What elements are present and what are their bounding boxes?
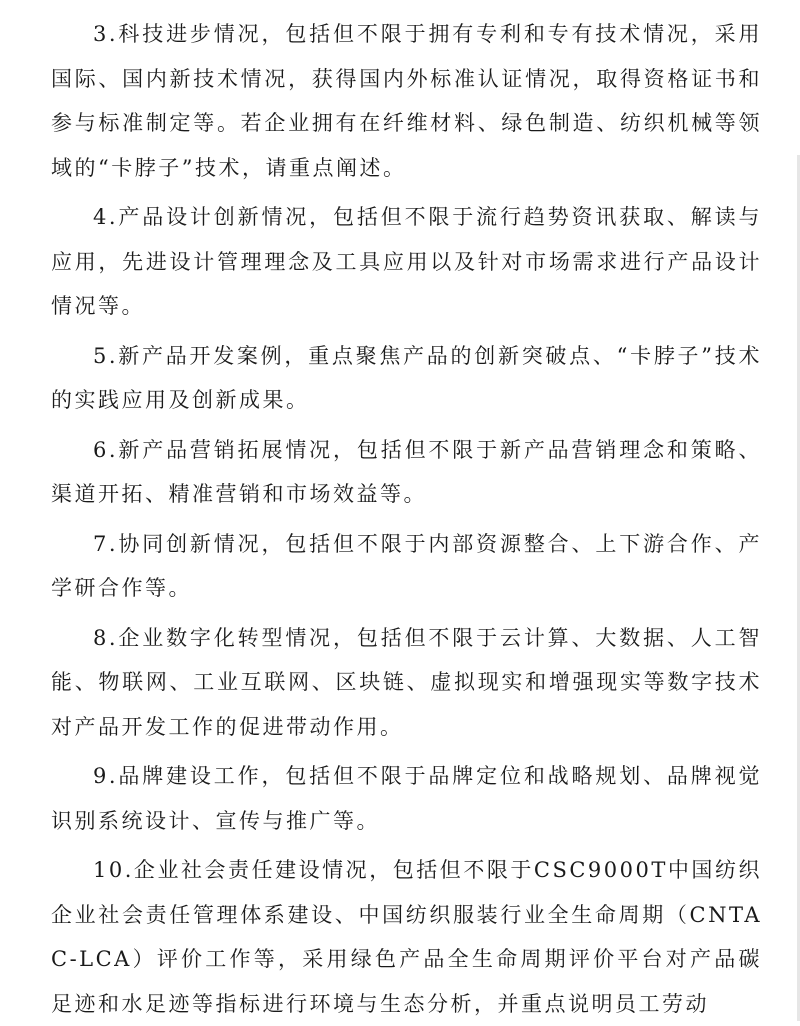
paragraph-5-new-product-cases: 5.新产品开发案例，重点聚焦产品的创新突破点、“卡脖子”技术的实践应用及创新成果。 bbox=[51, 343, 762, 412]
paragraph-8-digital-transformation: 8.企业数字化转型情况，包括但不限于云计算、大数据、人工智能、物联网、工业互联网、区块链、虚拟现实和增强现实等数字技术对产品开发工作的促进带动作用。 bbox=[51, 625, 762, 739]
paragraph-6-marketing: 6.新产品营销拓展情况，包括但不限于新产品营销理念和策略、渠道开拓、精准营销和市场效益等。 bbox=[51, 437, 762, 506]
paragraph-10-social-responsibility: 10.企业社会责任建设情况，包括但不限于CSC9000T中国纺织企业社会责任管理体系建设、中国纺织服装行业全生命周期（CNTAC-LCA）评价工作等，采用绿色产品全生命周期评价平台对产品碳足迹和水足迹等指标进行环境与生态分析，并重点说明员工劳动 bbox=[51, 858, 762, 1016]
paragraph-3-tech-progress: 3.科技进步情况，包括但不限于拥有专利和专有技术情况，采用国际、国内新技术情况，获得国内外标准认证情况，取得资格证书和参与标准制定等。若企业拥有在纤维材料、绿色制造、纺织机械等领域的“卡脖子”技术，请重点阐述。 bbox=[51, 22, 762, 180]
paragraph-7-collaboration: 7.协同创新情况，包括但不限于内部资源整合、上下游合作、产学研合作等。 bbox=[51, 531, 762, 600]
paragraph-4-product-design: 4.产品设计创新情况，包括但不限于流行趋势资讯获取、解读与应用，先进设计管理理念及工具应用以及针对市场需求进行产品设计情况等。 bbox=[51, 205, 762, 318]
paragraph-9-brand-building: 9.品牌建设工作，包括但不限于品牌定位和战略规划、品牌视觉识别系统设计、宣传与推广等。 bbox=[51, 764, 762, 833]
